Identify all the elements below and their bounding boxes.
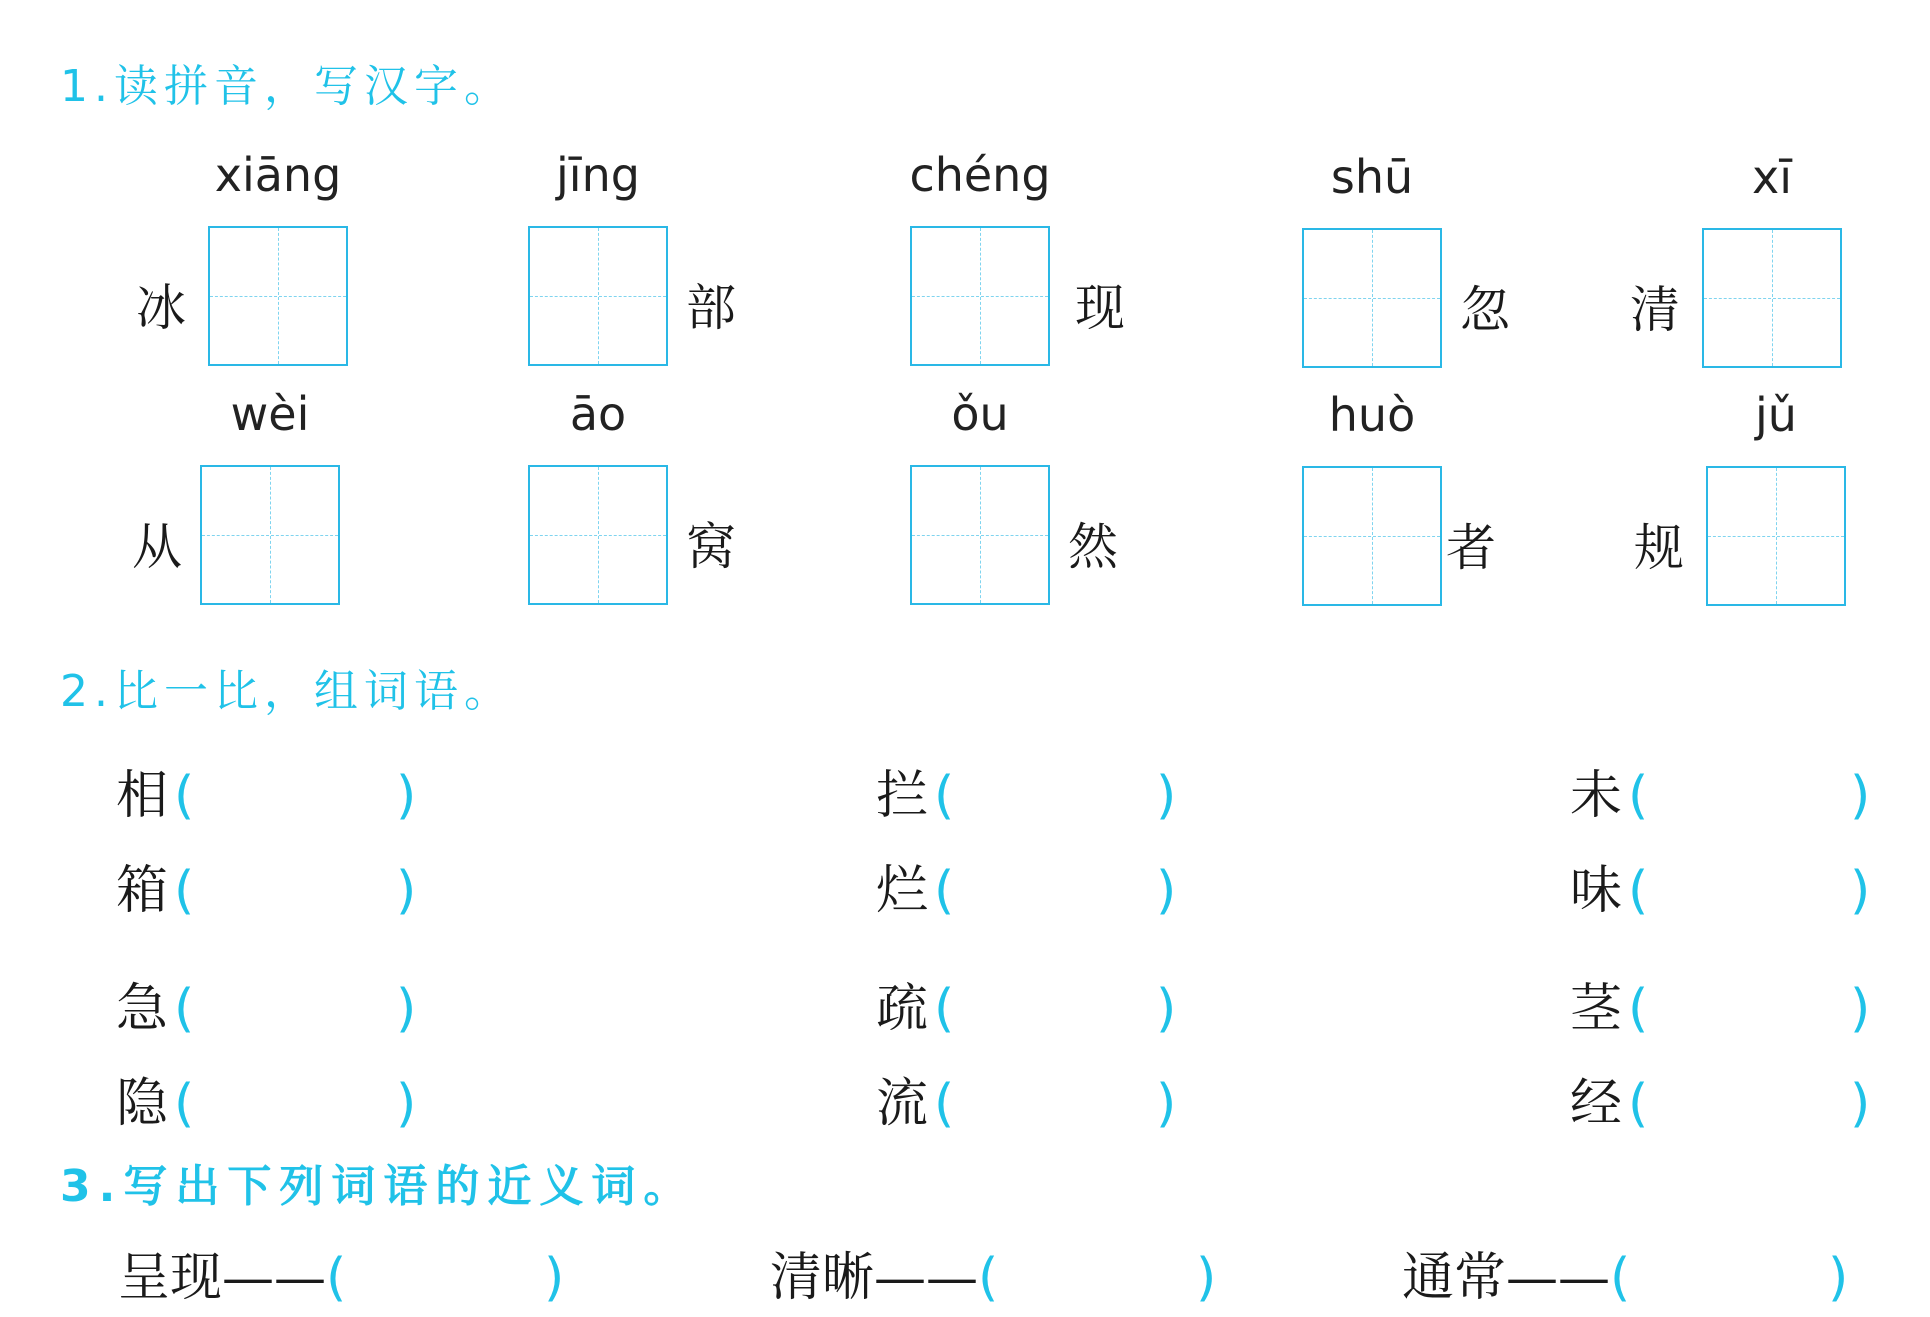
compare-character: 急	[116, 979, 169, 1039]
compare-character: 味	[1570, 861, 1623, 921]
pinyin-item	[1302, 388, 1496, 606]
pinyin-label: xī	[1751, 150, 1792, 204]
pinyin-item	[132, 387, 340, 605]
hint-character: 忽	[1460, 281, 1510, 339]
hint-character: 清	[1630, 281, 1680, 339]
word-group-row	[876, 1061, 1177, 1134]
hint-character: 者	[1446, 519, 1496, 577]
tian-grid-box[interactable]	[528, 465, 668, 605]
pinyin-item	[1302, 150, 1510, 368]
open-paren: (	[174, 766, 195, 826]
dash: ——	[874, 1248, 979, 1308]
pinyin-item	[136, 148, 348, 366]
synonym-word: 通常	[1402, 1248, 1507, 1308]
synonym-item	[1402, 1235, 1848, 1310]
compare-character: 疏	[876, 979, 929, 1039]
compare-character: 隐	[116, 1074, 169, 1134]
pinyin-label: āo	[569, 387, 627, 441]
dash: ——	[1506, 1248, 1611, 1308]
close-paren: )	[396, 979, 417, 1039]
word-group-row	[876, 753, 1177, 826]
compare-character: 流	[876, 1074, 929, 1134]
word-group-row	[116, 753, 417, 826]
close-paren: )	[1156, 861, 1177, 921]
close-paren: )	[396, 766, 417, 826]
question-3-title: 3.写出下列词语的近义词。	[60, 1161, 696, 1212]
pinyin-label: chéng	[909, 148, 1051, 202]
open-paren: (	[934, 766, 955, 826]
open-paren: (	[934, 861, 955, 921]
hint-character: 部	[686, 279, 736, 337]
word-group-row	[1570, 848, 1871, 921]
open-paren: (	[1628, 979, 1649, 1039]
hint-character: 现	[1075, 279, 1125, 337]
word-group-row	[1570, 966, 1871, 1039]
word-group-row	[116, 848, 417, 921]
tian-grid-box[interactable]	[200, 465, 340, 605]
open-paren: (	[174, 861, 195, 921]
synonym-item	[770, 1235, 1216, 1310]
word-group-row	[1570, 1061, 1871, 1134]
open-paren: (	[934, 1074, 955, 1134]
open-paren: (	[934, 979, 955, 1039]
open-paren: (	[326, 1248, 347, 1308]
close-paren: )	[1850, 979, 1871, 1039]
close-paren: )	[396, 861, 417, 921]
compare-character: 箱	[116, 861, 169, 921]
tian-grid-box[interactable]	[1302, 228, 1442, 368]
hint-character: 从	[132, 518, 182, 576]
close-paren: )	[1196, 1248, 1217, 1308]
synonym-item	[118, 1235, 564, 1310]
pinyin-item	[1630, 150, 1842, 368]
compare-character: 经	[1570, 1074, 1623, 1134]
compare-character: 未	[1570, 766, 1623, 826]
tian-grid-box[interactable]	[1702, 228, 1842, 368]
word-group-row	[1570, 753, 1871, 826]
open-paren: (	[174, 1074, 195, 1134]
close-paren: )	[1156, 979, 1177, 1039]
question-2-title: 2.比一比，组词语。	[60, 666, 514, 717]
close-paren: )	[1828, 1248, 1849, 1308]
open-paren: (	[1628, 766, 1649, 826]
close-paren: )	[396, 1074, 417, 1134]
tian-grid-box[interactable]	[910, 465, 1050, 605]
open-paren: (	[1610, 1248, 1631, 1308]
tian-grid-box[interactable]	[1302, 466, 1442, 606]
question-1-title: 1.读拼音，写汉字。	[60, 61, 514, 112]
pinyin-label: shū	[1330, 150, 1414, 204]
word-group-row	[876, 966, 1177, 1039]
compare-character: 茎	[1570, 979, 1623, 1039]
synonym-word: 呈现	[118, 1248, 223, 1308]
close-paren: )	[1156, 766, 1177, 826]
pinyin-label: wèi	[230, 387, 310, 441]
compare-character: 烂	[876, 861, 929, 921]
close-paren: )	[1156, 1074, 1177, 1134]
pinyin-label: jīng	[556, 148, 640, 202]
word-group-row	[116, 1061, 417, 1134]
synonym-word: 清晰	[770, 1248, 875, 1308]
compare-character: 拦	[876, 766, 929, 826]
pinyin-label: xiāng	[214, 148, 342, 202]
compare-character: 相	[116, 766, 169, 826]
open-paren: (	[978, 1248, 999, 1308]
close-paren: )	[1850, 1074, 1871, 1134]
close-paren: )	[1850, 861, 1871, 921]
close-paren: )	[544, 1248, 565, 1308]
tian-grid-box[interactable]	[528, 226, 668, 366]
pinyin-label: huò	[1328, 388, 1416, 442]
word-group-row	[116, 966, 417, 1039]
tian-grid-box[interactable]	[910, 226, 1050, 366]
pinyin-item	[1634, 388, 1846, 606]
hint-character: 冰	[136, 279, 186, 337]
pinyin-item	[528, 148, 736, 366]
pinyin-item	[909, 148, 1125, 366]
pinyin-item	[528, 387, 736, 605]
open-paren: (	[174, 979, 195, 1039]
word-group-row	[876, 848, 1177, 921]
open-paren: (	[1628, 1074, 1649, 1134]
pinyin-label: jǔ	[1755, 388, 1797, 442]
pinyin-label: ǒu	[951, 387, 1009, 441]
open-paren: (	[1628, 861, 1649, 921]
tian-grid-box[interactable]	[1706, 466, 1846, 606]
pinyin-item	[910, 387, 1118, 605]
hint-character: 窝	[686, 518, 736, 576]
hint-character: 规	[1634, 519, 1684, 577]
tian-grid-box[interactable]	[208, 226, 348, 366]
close-paren: )	[1850, 766, 1871, 826]
hint-character: 然	[1068, 518, 1118, 576]
dash: ——	[222, 1248, 327, 1308]
